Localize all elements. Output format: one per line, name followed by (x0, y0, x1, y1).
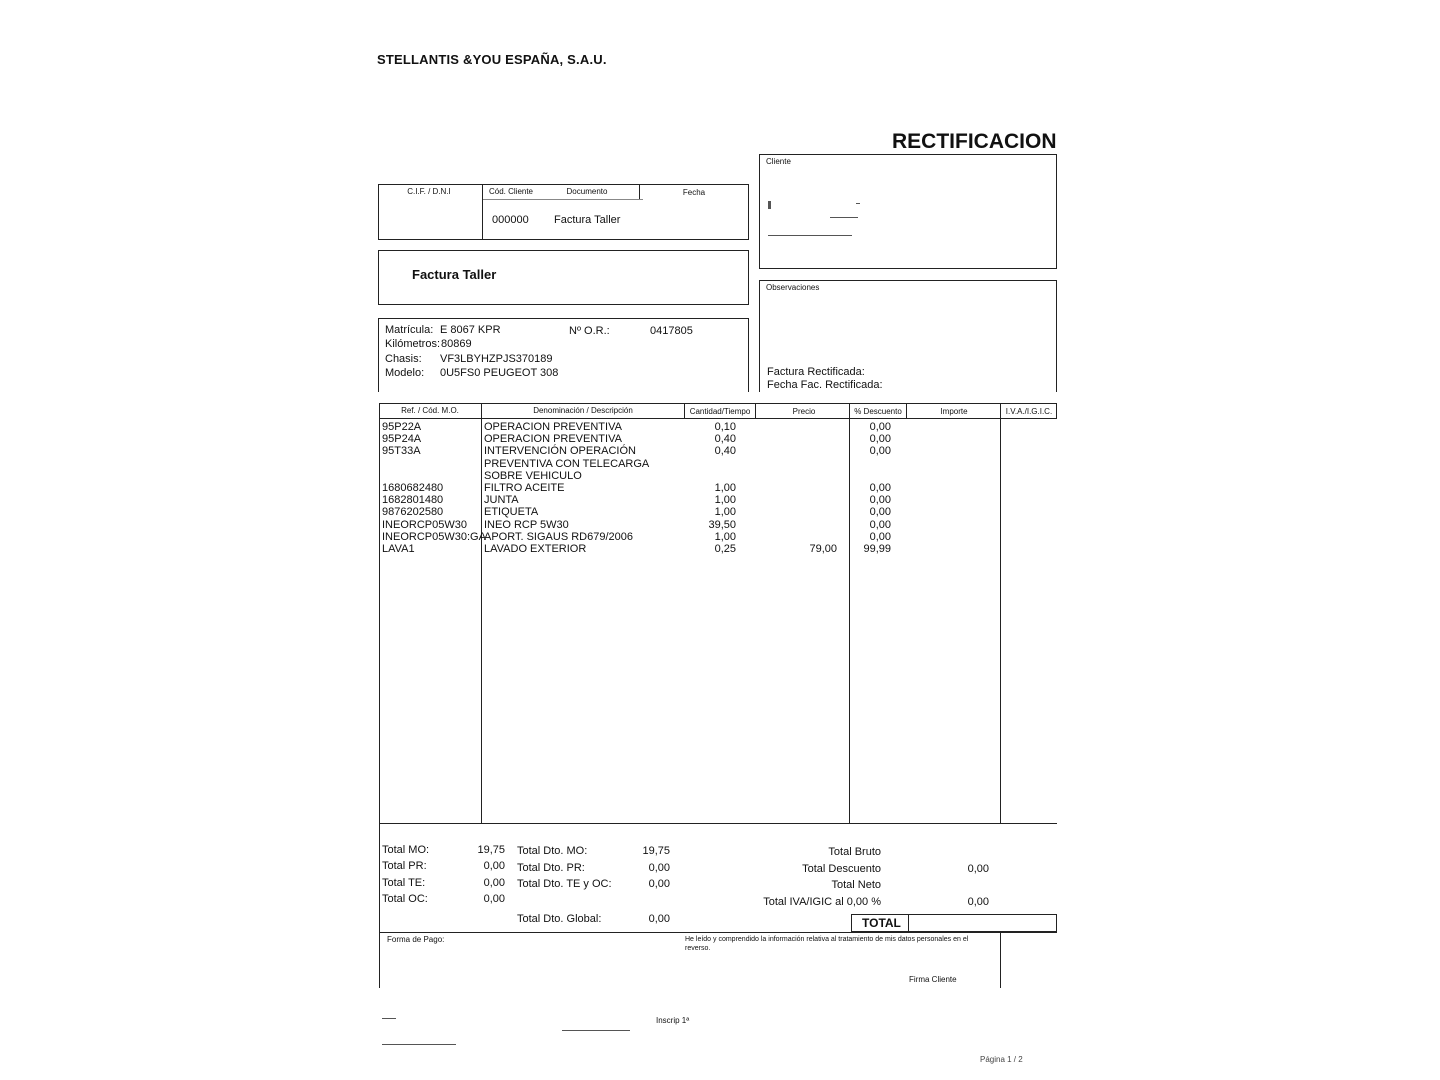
table-row (379, 470, 1057, 482)
total-label: Total Descuento (802, 862, 881, 875)
row-ref: 95P24A (382, 433, 422, 446)
or-label: Nº O.R.: (569, 325, 610, 337)
footer-box (379, 933, 1057, 988)
total-box (851, 914, 1057, 932)
invoice-type: Factura Taller (412, 267, 497, 282)
documento-label: Documento (566, 187, 608, 196)
col-header-qty: Cantidad/Tiempo (689, 407, 751, 416)
row-description: PREVENTIVA CON TELECARGA (484, 457, 650, 470)
cod-cliente-value: 000000 (492, 214, 529, 226)
row-discount: 0,00 (869, 421, 891, 433)
row-quantity: 1,00 (714, 506, 736, 519)
col-header-ref: Ref. / Cód. M.O. (401, 406, 459, 415)
modelo-value: 0U5FS0 PEUGEOT 308 (440, 367, 559, 379)
row-ref: 95P22A (382, 421, 422, 433)
table-row (379, 543, 1057, 555)
totals-left (382, 844, 507, 910)
col-header-disc: % Descuento (854, 407, 902, 416)
col-header-iva: I.V.A./I.G.I.C. (1005, 407, 1053, 416)
row-ref: 95T33A (382, 445, 421, 458)
row-ref: 1680682480 (382, 482, 444, 494)
col-header-importe: Importe (940, 407, 968, 416)
row-discount: 0,00 (869, 433, 891, 446)
total-label: Total TE: (382, 876, 426, 889)
items-table (379, 403, 1057, 933)
col-header-desc: Denominación / Descripción (533, 406, 633, 415)
observaciones-label: Observaciones (766, 283, 820, 292)
totals-right (759, 846, 999, 912)
row-price: 79,00 (809, 543, 837, 555)
or-value: 0417805 (650, 325, 693, 337)
row-discount: 0,00 (869, 506, 891, 519)
page-number: Página 1 / 2 (980, 1055, 1023, 1064)
privacy-note: He leído y comprendido la información relativa al tratamiento de mis datos personales en el reverso. (685, 936, 969, 952)
total-value: 0,00 (648, 912, 670, 925)
row-quantity: 0,40 (714, 433, 736, 446)
row-discount: 0,00 (869, 518, 891, 531)
row-ref: INEORCP05W30:GA (382, 530, 486, 543)
row-description: JUNTA (484, 494, 519, 507)
row-ref: LAVA1 (382, 543, 415, 555)
inscrip-text: Inscrip 1ª (656, 1016, 690, 1025)
vehicle-box (378, 318, 749, 392)
table-row (379, 482, 1057, 494)
row-discount: 0,00 (869, 445, 891, 458)
km-label: Kilómetros: (385, 338, 441, 350)
total-label: Total MO: (382, 844, 430, 856)
total-label: Total Bruto (828, 846, 881, 858)
total-label: Total Dto. TE y OC: (517, 878, 612, 891)
total-value: 0,00 (648, 861, 670, 874)
document-title: RECTIFICACION (892, 130, 1057, 153)
table-row (379, 445, 1057, 457)
row-description: INEO RCP 5W30 (484, 518, 569, 531)
row-quantity: 0,10 (714, 421, 736, 433)
row-ref: 9876202580 (382, 506, 444, 519)
row-discount: 99,99 (863, 543, 891, 555)
cod-cliente-label: Cód. Cliente (488, 187, 534, 196)
row-discount: 0,00 (869, 494, 891, 507)
total-label: TOTAL (862, 916, 901, 930)
forma-pago-label: Forma de Pago: (387, 935, 445, 944)
table-row (379, 421, 1057, 433)
table-row (379, 494, 1057, 506)
table-row (379, 506, 1057, 518)
total-value: 0,00 (967, 862, 989, 875)
total-label: Total OC: (382, 893, 428, 906)
total-label: Total PR: (382, 860, 427, 873)
total-value: 0,00 (483, 860, 505, 873)
total-value: 0,00 (967, 895, 989, 908)
total-value: 0,00 (483, 893, 505, 906)
company-name: STELLANTIS &YOU ESPAÑA, S.A.U. (377, 52, 607, 67)
row-description: OPERACION PREVENTIVA (484, 433, 622, 446)
chasis-label: Chasis: (385, 353, 422, 365)
matricula-value: E 8067 KPR (440, 324, 501, 336)
row-quantity: 1,00 (714, 530, 736, 543)
col-header-price: Precio (792, 407, 816, 416)
row-description: APORT. SIGAUS RD679/2006 (484, 530, 633, 543)
total-label: Total Dto. MO: (517, 845, 588, 857)
total-label: Total Neto (831, 879, 881, 892)
row-quantity: 0,25 (714, 543, 736, 555)
fecha-fac-rectificada-label: Fecha Fac. Rectificada: (767, 379, 883, 391)
total-label: Total IVA/IGIC al 0,00 % (763, 895, 881, 908)
row-quantity: 1,00 (714, 482, 736, 494)
cliente-box (759, 154, 1057, 269)
cif-label: C.I.F. / D.N.I (407, 187, 451, 196)
row-description: INTERVENCIÓN OPERACIÓN (484, 445, 636, 458)
table-row (379, 433, 1057, 445)
total-value: 19,75 (477, 844, 505, 856)
row-discount: 0,00 (869, 530, 891, 543)
row-quantity: 0,40 (714, 445, 736, 458)
row-description: LAVADO EXTERIOR (484, 543, 587, 555)
chasis-value: VF3LBYHZPJS370189 (440, 353, 553, 365)
header-info-box (378, 184, 749, 240)
totals-middle (517, 845, 672, 925)
row-description: OPERACION PREVENTIVA (484, 421, 622, 433)
table-row (379, 519, 1057, 531)
modelo-label: Modelo: (385, 367, 425, 379)
invoice-type-box (378, 250, 749, 305)
row-description: ETIQUETA (484, 506, 539, 519)
row-ref: 1682801480 (382, 494, 444, 507)
total-label: Total Dto. PR: (517, 861, 585, 874)
table-row (379, 531, 1057, 543)
row-description: SOBRE VEHICULO (484, 469, 582, 482)
total-value: 0,00 (483, 876, 505, 889)
row-discount: 0,00 (869, 482, 891, 494)
matricula-label: Matrícula: (385, 324, 434, 336)
total-value: 19,75 (642, 845, 670, 857)
firma-cliente-label: Firma Cliente (909, 975, 957, 984)
table-rows (379, 421, 1057, 571)
row-quantity: 39,50 (708, 518, 736, 531)
observaciones-box (759, 280, 1057, 392)
row-description: FILTRO ACEITE (484, 482, 565, 494)
total-label: Total Dto. Global: (517, 912, 602, 925)
factura-rectificada-label: Factura Rectificada: (767, 366, 865, 378)
km-value: 80869 (441, 338, 472, 350)
row-quantity: 1,00 (714, 494, 736, 507)
cliente-label: Cliente (766, 157, 791, 166)
table-row (379, 458, 1057, 470)
documento-value: Factura Taller (554, 214, 621, 226)
row-ref: INEORCP05W30 (382, 518, 467, 531)
total-value: 0,00 (648, 878, 670, 891)
fecha-label: Fecha (682, 188, 706, 197)
